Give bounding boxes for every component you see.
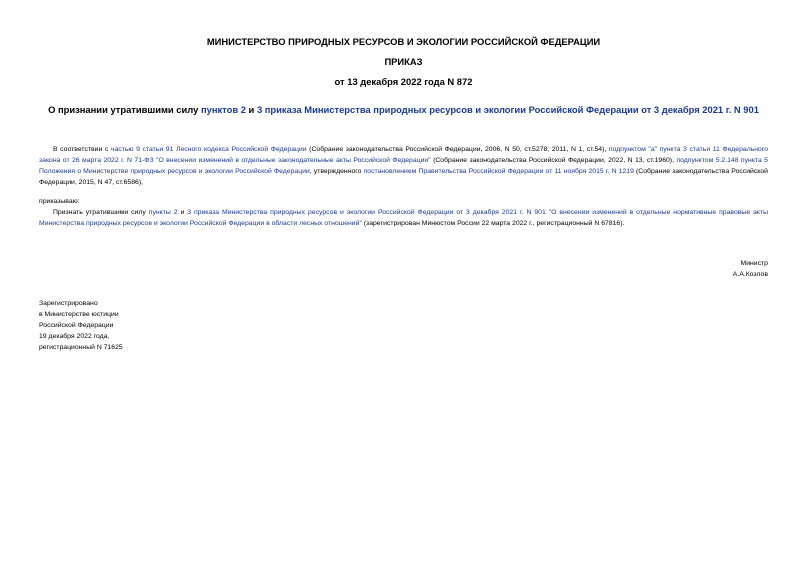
- operative-paragraph: [39, 207, 768, 229]
- ministry-name: МИНИСТЕРСТВО ПРИРОДНЫХ РЕСУРСОВ И ЭКОЛОГИИ РОССИЙСКОЙ ФЕДЕРАЦИИ: [206, 36, 601, 47]
- operative-text-2: и: [177, 209, 188, 216]
- order-word: приказываю:: [39, 198, 80, 205]
- document-title: [0, 104, 807, 115]
- preamble-text-4: , утвержденного: [309, 168, 364, 175]
- operative-text-3: (зарегистрирован Минюстом России 22 марта 2022 г., регистрационный N 67816).: [361, 220, 625, 227]
- signer-position: Министр: [740, 260, 768, 267]
- preamble-text-5: (Собрание законодательства Российской Федерации, 2015, N 47, ст.6586),: [39, 168, 768, 186]
- registration-line-3: Российской Федерации: [39, 322, 114, 329]
- link-federal-law-71[interactable]: подпунктом "а" пункта 3 статьи 11 Федерального закона от 26 марта 2022 г. N 71-ФЗ "О внесении изменений в отдельные законодательные акты Российской Федерации": [39, 146, 769, 164]
- registration-line-1: Зарегистрировано: [39, 300, 98, 307]
- title-link-point-2[interactable]: пунктов 2: [200, 104, 246, 115]
- registration-line-2: в Министерстве юстиции: [39, 311, 119, 318]
- link-ministry-regulation[interactable]: подпунктом 5.2.148 пункта 5 Положения о Министерстве природных ресурсов и экологии Российской Федерации: [39, 157, 768, 175]
- registration-line-4: 19 декабря 2022 года,: [39, 333, 110, 340]
- link-government-decree-1219[interactable]: постановлением Правительства Российской Федерации от 11 ноября 2015 г. N 1219: [363, 168, 634, 175]
- link-forest-code[interactable]: частью 9 статьи 91 Лесного кодекса Российской Федерации: [110, 146, 307, 153]
- document-type: ПРИКАЗ: [384, 56, 423, 67]
- operative-text-1: Признать утратившими силу: [53, 209, 149, 216]
- signature-block: [733, 258, 768, 280]
- preamble-text-2: (Собрание законодательства Российской Федерации, 2006, N 50, ст.5278; 2011, N 1, ст.54),: [306, 146, 609, 153]
- registration-line-5: регистрационный N 71625: [39, 344, 123, 351]
- preamble-paragraph: [39, 144, 768, 188]
- registration-block: [39, 298, 123, 353]
- preamble-text-1: В соответствии с: [53, 146, 111, 153]
- document-date-number: от 13 декабря 2022 года N 872: [334, 76, 473, 87]
- signer-name: А.А.Козлов: [732, 271, 768, 278]
- title-link-order-901[interactable]: 3 приказа Министерства природных ресурсов и экологии Российской Федерации от 3 декабря 2021 г. N 901: [256, 104, 759, 115]
- title-text-prefix: О признании утратившими силу: [48, 104, 201, 115]
- link-points-2[interactable]: пункты 2: [148, 209, 178, 216]
- title-text-mid: и: [245, 104, 257, 115]
- link-order-901-full[interactable]: 3 приказа Министерства природных ресурсов и экологии Российской Федерации от 3 декабря 2021 г. N 901 "О внесении изменений в отдельные нормативные правовые акты Министерства природных ресурсов и экологии Российской Федерации в области лесных отношений": [39, 209, 768, 227]
- preamble-text-3: (Собрание законодательства Российской Федерации, 2022, N 13, ст.1960),: [430, 157, 677, 164]
